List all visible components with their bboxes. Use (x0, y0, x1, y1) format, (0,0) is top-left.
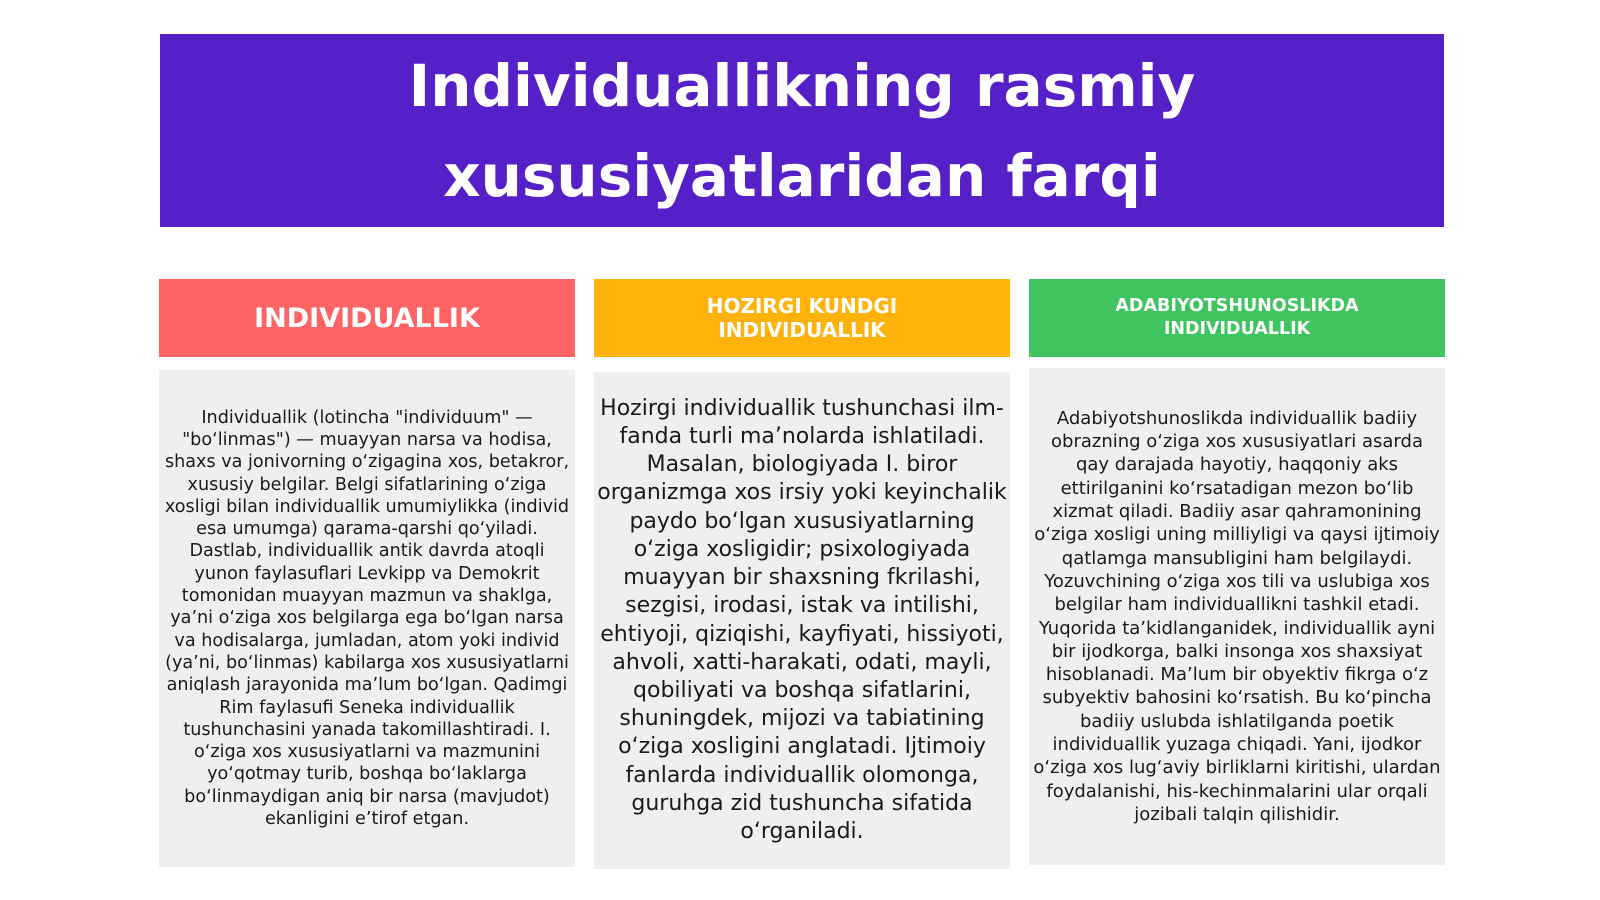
column-header-individuallik: INDIVIDUALLIK (159, 279, 575, 357)
title-banner (160, 34, 1444, 227)
column-body-hozirgi (594, 372, 1010, 869)
column-text: Individuallik (lotincha "individuum" — "bo‘linmas") — muayyan narsa va hodisa, shaxs va jonivorning o‘zigagina xos, betakror, xususiy belgilar. Belgi sifatlarining o‘ziga xosligi bilan individuallik umumiylikka (individ esa umumga) qarama-qarshi qo‘yiladi. Dastlab, individuallik antik davrda atoqli yunon faylasuflari Levkipp va Demokrit tomonidan muayyan mazmun va shaklga, ya’ni o‘ziga xos belgilarga ega bo‘lgan narsa va hodisalarga, jumladan, atom yoki individ (ya’ni, bo‘linmas) kabilarga xos xususiyatlarni aniqlash jarayonida ma’lum bo‘lgan. Qadimgi Rim faylasufi Seneka individuallik tushunchasini yanada takomillashtiradi. I. o‘ziga xos xususiyatlarni va mazmunini yo‘qotmay turib, boshqa bo‘laklarga bo‘linmaydigan aniq bir narsa (mavjudot) ekanligini e’tirof etgan. (164, 407, 570, 830)
column-body-adabiyotshunoslik (1029, 368, 1445, 865)
column-text: Adabiyotshunoslikda individuallik badiiy obrazning o‘ziga xos xususiyatlari asarda qay darajada hayotiy, haqqoniy aks ettirilganini ko‘rsatadigan mezon bo‘lib xizmat qiladi. Badiiy asar qahramonining o‘ziga xosligi uning milliyligi va qaysi ijtimoiy qatlamga mansubligini ham belgilaydi. Yozuvchining o‘ziga xos tili va uslubiga xos belgilar ham individuallikni tashkil etadi. Yuqorida ta’kidlanganidek, individuallik ayni bir ijodkorga, balki insonga xos shaxsiyat hisoblanadi. Ma’lum bir obyektiv fikrga o‘z subyektiv bahosini ko‘rsatish. Bu ko‘pincha badiiy uslubda ishlatilganda poetik individuallik yuzaga chiqadi. Yani, ijodkor o‘ziga xos lug‘aviy birliklarni kiritishi, ulardan foydalanishi, his-kechinmalarini ular orqali jozibali talqin qilishidir. (1033, 407, 1441, 825)
column-header-hozirgi: HOZIRGI KUNDGI INDIVIDUALLIK (594, 279, 1010, 357)
page-title: Individuallikning rasmiy xususiyatlaridan farqi (408, 51, 1196, 210)
column-header-adabiyotshunoslik: ADABIYOTSHUNOSLIKDA INDIVIDUALLIK (1029, 279, 1445, 357)
column-body-individuallik (159, 370, 575, 867)
column-text: Hozirgi individuallik tushunchasi ilm-fanda turli ma’nolarda ishlatiladi. Masalan, biologiyada I. biror organizmga xos irsiy yoki keyinchalik paydo bo‘lgan xususiyatlarning o‘ziga xosligidir; psixologiyada muayyan bir shaxsning fkrilashi, sezgisi, irodasi, istak va intilishi, ehtiyoji, qiziqishi, kayfiyati, hissiyoti, ahvoli, xatti-harakati, odati, mayli, qobiliyati va boshqa sifatlarini, shuningdek, mijozi va tabiatining o‘ziga xosligini anglatadi. Ijtimoiy fanlarda individuallik olomonga, guruhga zid tushuncha sifatida o‘rganiladi. (597, 395, 1007, 844)
